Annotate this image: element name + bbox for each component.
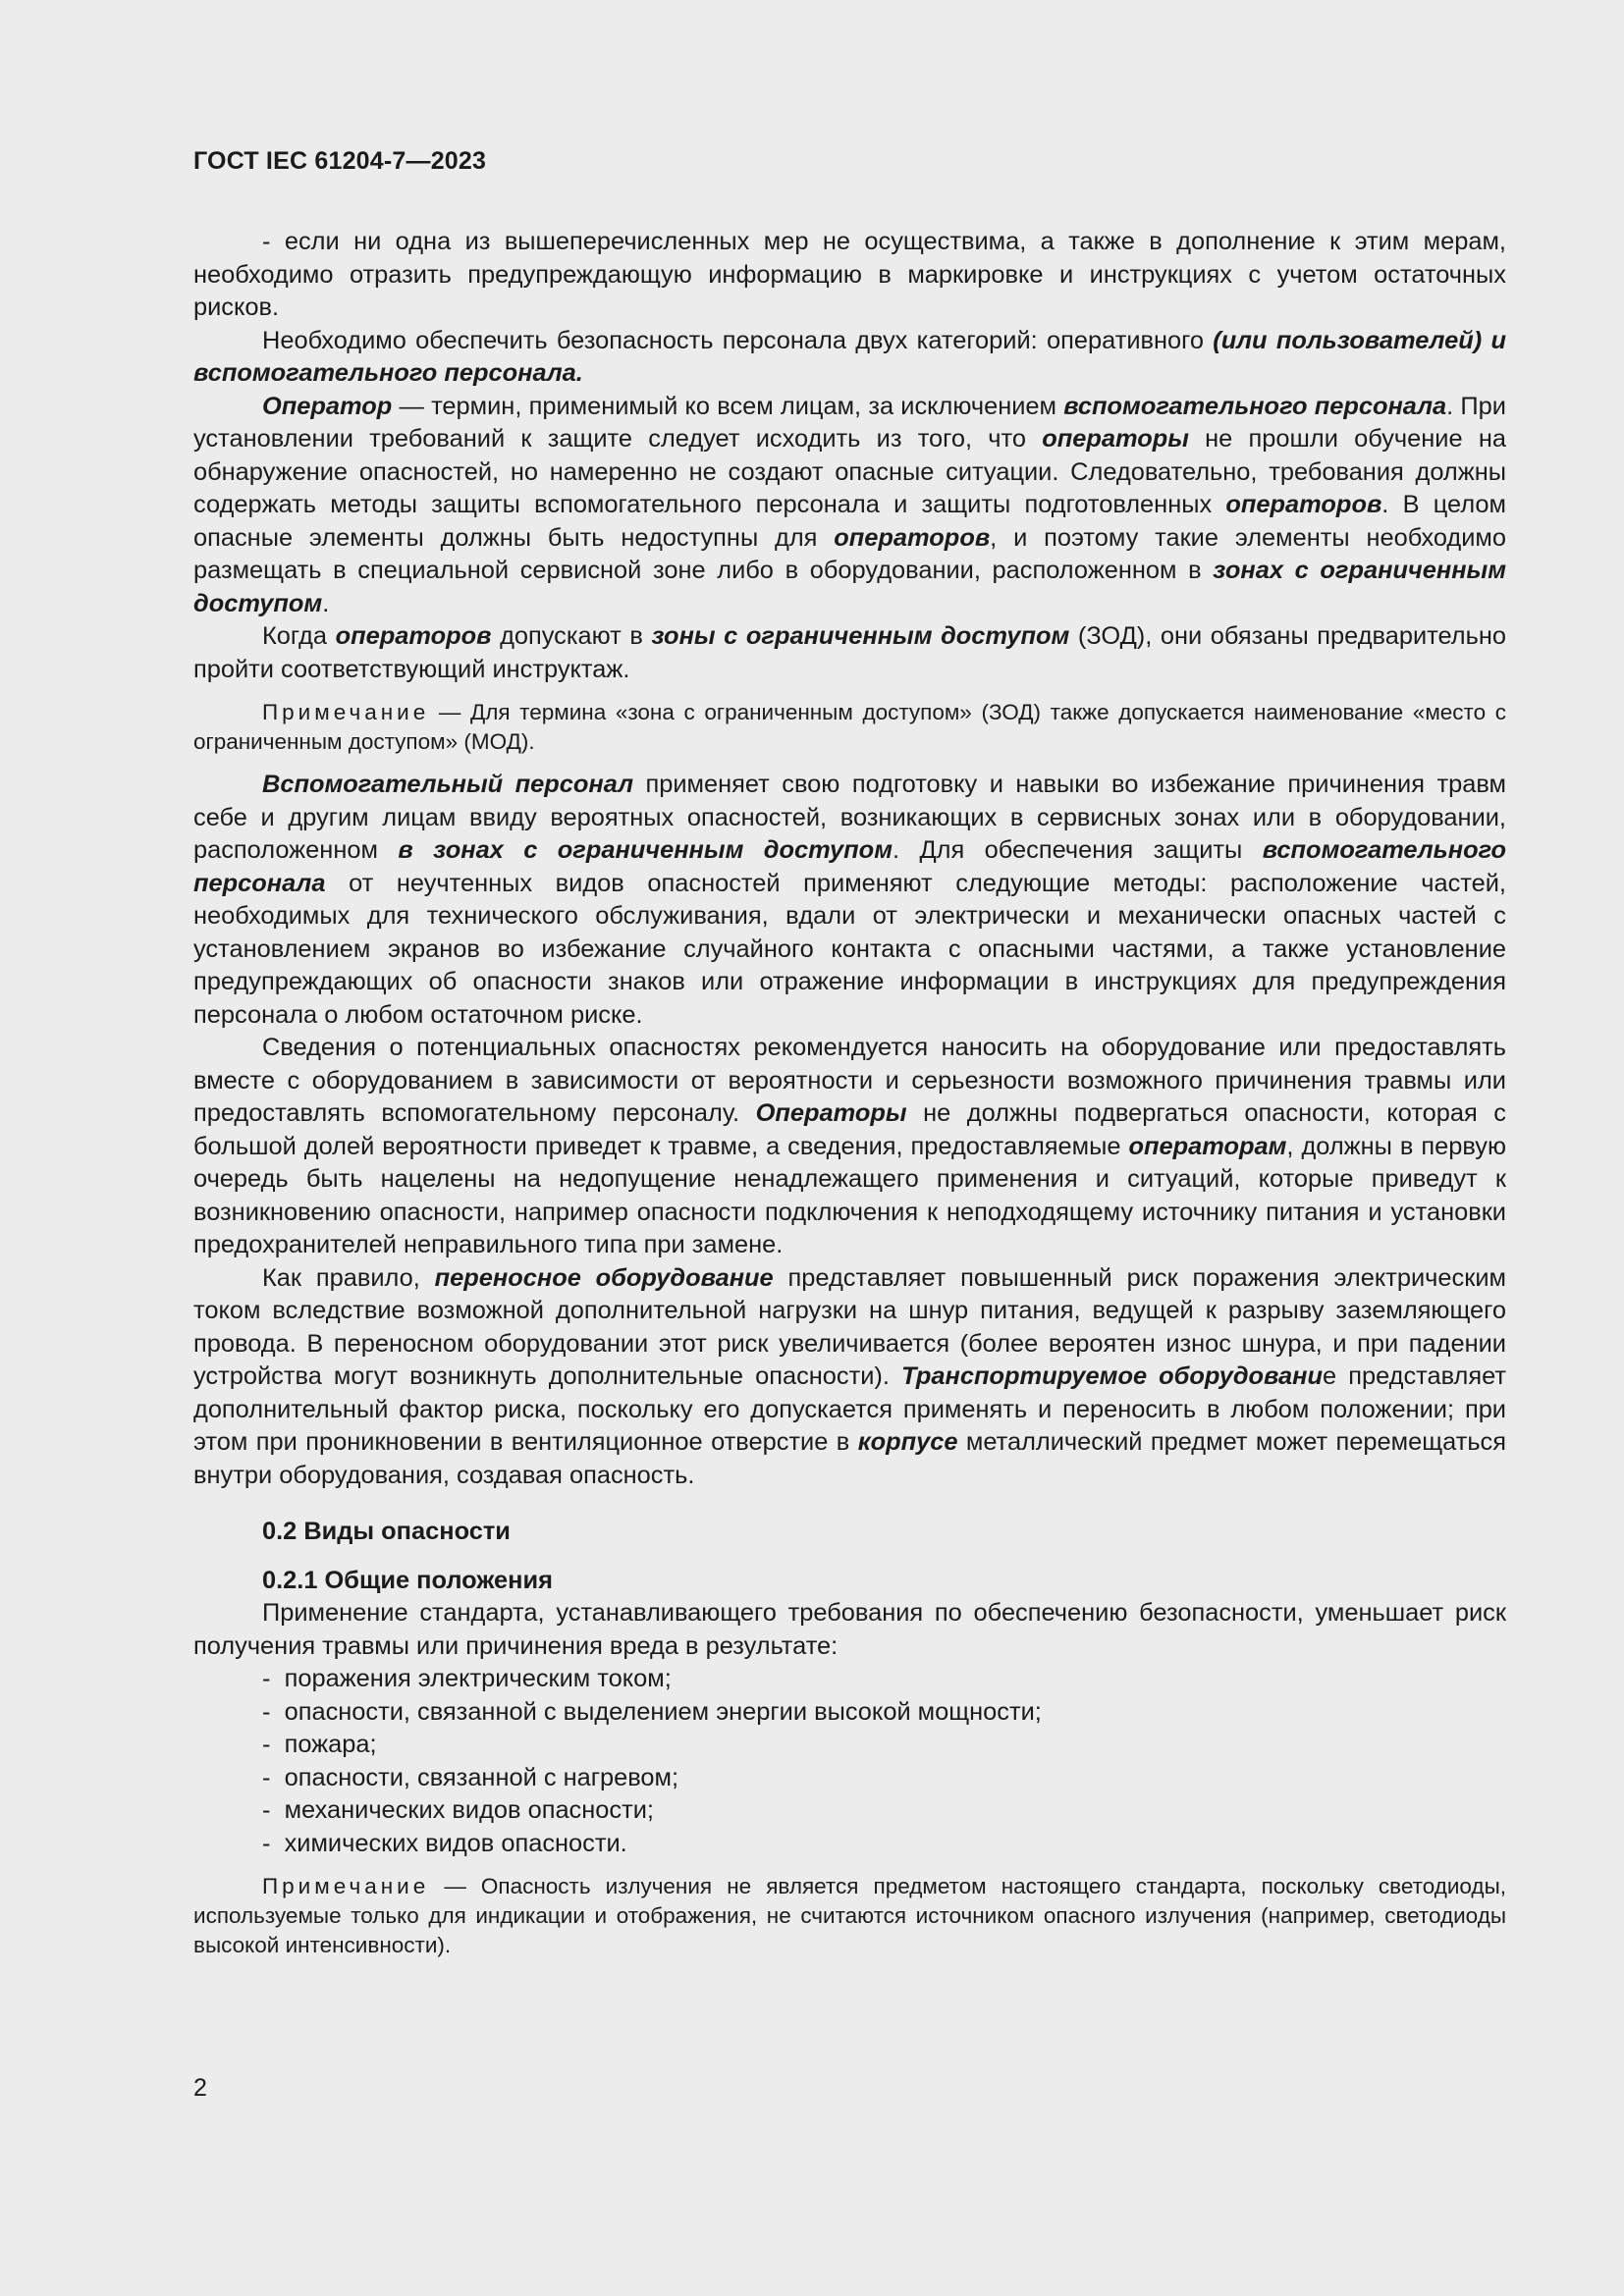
emphasis-term: операторам — [1128, 1132, 1287, 1160]
text-run: , и поэтому такие элементы необходимо размещать в специальной сервисной зоне либо в оборудовании, расположенном в — [193, 523, 1506, 584]
text-run: от неучтенных видов опасностей применяют следующие методы: расположение частей, необходимых для технического обслуживания, вдали от электрически и механически опасных частей с установлением экранов во избежание случайного контакта с опасными частями, а также установление предупреждающих об опасности знаков или отражение информации в инструкциях для предупреждения персонала о любом остаточном риске. — [193, 869, 1506, 1029]
paragraph-portable-equipment — [193, 1262, 1506, 1493]
document-body — [193, 226, 1506, 1972]
page-number: 2 — [193, 2074, 207, 2102]
subsection-title: 0.2.1 Общие положения — [262, 1566, 553, 1594]
emphasis-term: переносное оборудование — [434, 1263, 774, 1292]
emphasis-term: в зонах с ограниченным доступом — [398, 836, 893, 864]
text-run: (ЗОД), они обязаны предварительно пройти соответствующий инструктаж. — [193, 622, 1506, 683]
emphasis-term: Транспортируемое оборудовани — [901, 1362, 1324, 1390]
text-run: . Для обеспечения защиты — [892, 836, 1263, 864]
list-item: - химических видов опасности. — [262, 1828, 1506, 1861]
text-run: Когда — [262, 622, 336, 650]
emphasis-term: вспомогательного персонала — [1063, 392, 1447, 420]
list-item: - поражения электрическим током; — [262, 1663, 1506, 1696]
text-run: представляет повышенный риск поражения электрическим током вследствие возможной дополнительной нагрузки на шнур питания, ведущей к разрыву заземляющего провода. В переносном оборудовании этот риск увеличивается (более вероятен износ шнура, и при падении устройства могут возникнуть дополнительные опасности). — [193, 1263, 1506, 1390]
text-run: . При установлении требований к защите следует исходить из того, что — [193, 392, 1506, 453]
text-run: . В целом опасные элементы должны быть недоступны для — [193, 491, 1506, 552]
list-item: - опасности, связанной с выделением энергии высокой мощности; — [262, 1696, 1506, 1730]
text-run: е представляет дополнительный фактор риска, поскольку его допускается применять и переносить в любом положении; при этом при проникновении в вентиляционное отверстие в — [193, 1362, 1506, 1456]
emphasis-term: Оператор — [262, 392, 393, 420]
paragraph-service-personnel — [193, 769, 1506, 1032]
text-run: Необходимо обеспечить безопасность персонала двух категорий: оперативного — [262, 326, 1214, 354]
emphasis-term: операторов — [834, 523, 991, 552]
paragraph-operator — [193, 391, 1506, 621]
text-run: — термин, применимый ко всем лицам, за исключением — [392, 392, 1064, 420]
emphasis-term: вспомогательного персонала — [193, 836, 1507, 897]
emphasis-term: зонах с ограниченным доступом — [193, 557, 1506, 617]
dash-paragraph: - если ни одна из вышеперечисленных мер не осуществима, а также в дополнение к этим мерам, необходимо отразить предупреждающую информацию в маркировке и инструкциях с учетом остаточных рисков. — [193, 228, 1506, 321]
text-run: . — [322, 589, 330, 617]
section-title: 0.2 Виды опасности — [262, 1518, 511, 1545]
emphasis-term: Вспомогательный персонал — [262, 771, 633, 798]
text-run: металлический предмет может перемещаться внутри оборудования, создавая опасность. — [193, 1428, 1506, 1489]
list-item: - опасности, связанной с нагревом; — [262, 1762, 1506, 1795]
document-header: ГОСТ IEC 61204-7—2023 — [193, 147, 487, 175]
emphasis-term: корпусе — [857, 1428, 958, 1456]
note-text: — Для термина «зона с ограниченным доступом» (ЗОД) также допускается наименование «место с ограниченным доступом» (МОД). — [193, 700, 1506, 754]
hazard-list — [193, 1663, 1506, 1860]
text-run: допускают в — [491, 622, 652, 650]
text-run: применяет свою подготовку и навыки во избежание причинения травм себе и другим лицам ввиду вероятных опасностей, возникающих в сервисных зонах или в оборудовании, расположенном — [193, 771, 1506, 864]
paragraph-standard-application: Применение стандарта, устанавливающего требования по обеспечению безопасности, уменьшает риск получения травмы или причинения вреда в результате: — [193, 1599, 1506, 1660]
emphasis-term: операторов — [1225, 491, 1382, 518]
text-run: Сведения о потенциальных опасностях рекомендуется наносить на оборудование или предоставлять вместе с оборудованием в зависимости от вероятности и серьезности возможного причинения травмы или предоставлять вспомогательному персоналу. — [193, 1034, 1506, 1127]
note — [193, 1872, 1506, 1960]
emphasis-term: операторов — [335, 622, 492, 650]
note-label: Примечание — [262, 1874, 430, 1898]
text-run: не прошли обучение на обнаружение опасностей, но намеренно не создают опасные ситуации. Следовательно, требования должны содержать методы защиты вспомогательного персонала и защиты подготовленных — [193, 425, 1506, 518]
note — [193, 698, 1506, 757]
emphasis-term: (или пользователей) и вспомогательного персонала. — [193, 326, 1506, 387]
emphasis-term: операторы — [1042, 425, 1189, 453]
paragraph-personnel — [193, 325, 1506, 391]
paragraph-hazard-info — [193, 1032, 1506, 1262]
emphasis-term: зоны с ограниченным доступом — [651, 622, 1070, 650]
text-run: , должны в первую очередь быть нацелены на недопущение ненадлежащего применения и ситуаций, которые приведут к возникновению опасности, например опасности подключения к неподходящему источнику питания и установки предохранителей неправильного типа при замене. — [193, 1132, 1506, 1258]
list-item: - пожара; — [262, 1729, 1506, 1762]
note-label: Примечание — [262, 700, 430, 724]
list-item: - механических видов опасности; — [262, 1794, 1506, 1828]
text-run: Как правило, — [262, 1263, 435, 1292]
emphasis-term: Операторы — [755, 1099, 907, 1127]
paragraph-access-zone — [193, 620, 1506, 686]
note-text: — Опасность излучения не является предметом настоящего стандарта, поскольку светодиоды, используемые только для индикации и отображения, не считаются источником опасного излучения (например, светодиоды высокой интенсивности). — [193, 1874, 1506, 1957]
text-run: не должны подвергаться опасности, которая с большой долей вероятности приведет к травме, а сведения, предоставляемые — [193, 1099, 1507, 1160]
